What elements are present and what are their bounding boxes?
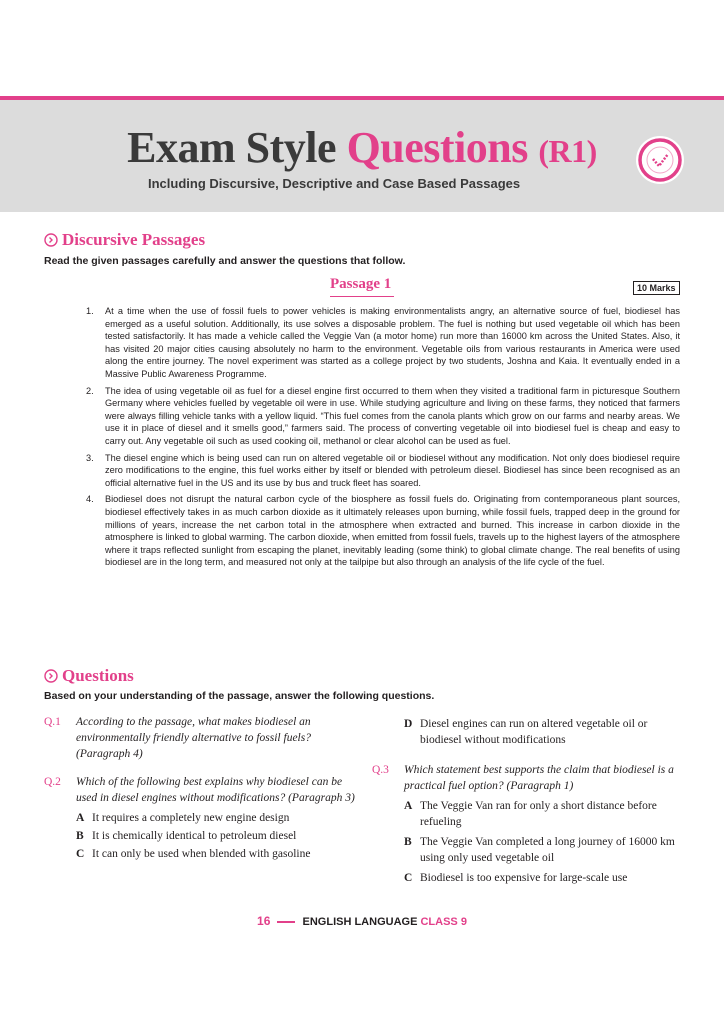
- passage-paragraph: [86, 385, 680, 448]
- option-b: [76, 828, 356, 844]
- question-2: [44, 774, 356, 862]
- question-text: Which statement best supports the claim that biodiesel is a practical fuel option? (Paragraph 1): [404, 764, 674, 792]
- chevron-circle-icon: [44, 669, 58, 683]
- option-text: It requires a completely new engine design: [92, 812, 290, 824]
- page-title: [0, 122, 724, 173]
- option-letter: A: [404, 800, 413, 812]
- questions-left-column: [44, 714, 356, 872]
- footer-class: CLASS 9: [420, 916, 467, 928]
- option-letter: A: [76, 812, 85, 824]
- question-2-continued: [372, 716, 682, 748]
- option-text: Diesel engines can run on altered vegetable oil or biodiesel without modifications: [420, 718, 648, 746]
- option-text: It is chemically identical to petroleum diesel: [92, 830, 297, 842]
- discursive-heading-text: Discursive Passages: [62, 230, 206, 249]
- option-b: [404, 834, 682, 866]
- paragraph-text: Biodiesel does not disrupt the natural carbon cycle of the biosphere as fossil fuels do. Originating from contemporaneous plant sources, biodiesel effectively takes in as much carbon dioxide as it ultimately releases upon burning, while fossil fuels, trapped deep in the ground for millions of years, increase the net carbon total in the atmosphere when extracted and burned. This increase in carbon dioxide in the atmosphere is linked to global warming. The carbon dioxide, when emitted from fossil fuels, travels up to the highest layers of the atmosphere where it traps reflected sunlight from escaping the planet, inevitably leading (some think) to global climate change. The real benefits of using biodiesel are in the long term, and measured not only at the tailpipe but also through an analysis of the life cycle of the fuel.: [105, 494, 680, 568]
- title-part-1: Exam Style: [127, 123, 337, 172]
- option-a: [76, 810, 356, 826]
- footer-subject: ENGLISH LANGUAGE: [302, 916, 418, 928]
- header-banner: [0, 100, 724, 212]
- question-text: According to the passage, what makes biodiesel an environmentally friendly alternative to fossil fuels? (Paragraph 4): [76, 716, 311, 760]
- option-letter: C: [404, 872, 413, 884]
- chevron-circle-icon: [44, 233, 58, 247]
- paragraph-number: 4.: [86, 494, 94, 505]
- option-c: [76, 846, 356, 862]
- paragraph-text: The idea of using vegetable oil as fuel for a diesel engine first occurred to them when they visited a traditional farm in picturesque Southern Germany where vehicles fuelled by vegetable oil were in use. While studying agriculture and living on these farms, they noticed that farmers were always filling vehicle tanks with a yellow liquid. “This fuel comes from the canola plants which grow on our farms and nearby areas. We use it in place of diesel and it smells good,” farmers said. The process of converting vegetable oil into biodiesel fuel is cheap and easy to carry out. Any vegetable oil such as used cooking oil, methanol or clear alcohol can be used as fuel.: [105, 385, 680, 446]
- question-1: [44, 714, 356, 762]
- paragraph-number: 2.: [86, 385, 94, 396]
- paragraph-number: 3.: [86, 452, 94, 463]
- option-letter: B: [404, 836, 412, 848]
- option-letter: C: [76, 848, 85, 860]
- question-number: Q.2: [44, 776, 61, 788]
- option-d: [404, 716, 682, 748]
- marks-box: 10 Marks: [633, 281, 680, 295]
- option-c: [404, 870, 682, 886]
- option-text: The Veggie Van completed a long journey of 16000 km using only used vegetable oil: [420, 836, 675, 864]
- questions-heading: [44, 666, 134, 686]
- passage-paragraph: [86, 493, 680, 569]
- questions-heading-text: Questions: [62, 666, 134, 685]
- title-part-3: (R1): [538, 133, 597, 169]
- page-subtitle: Including Discursive, Descriptive and Case Based Passages: [148, 176, 521, 191]
- page-number: 16: [257, 914, 271, 928]
- question-text: Which of the following best explains why biodiesel can be used in diesel engines without modifications? (Paragraph 3): [76, 776, 355, 804]
- question-3: [372, 756, 682, 886]
- check-circle-icon: [635, 135, 685, 185]
- paragraph-number: 1.: [86, 306, 94, 316]
- passage-paragraph: [86, 305, 680, 381]
- discursive-heading: [44, 230, 205, 250]
- question-number: Q.1: [44, 716, 61, 728]
- option-text: Biodiesel is too expensive for large-scale use: [420, 872, 628, 884]
- passage-paragraph: [86, 452, 680, 490]
- question-number: Q.3: [372, 764, 389, 776]
- questions-right-column: [372, 714, 682, 896]
- passage-paragraphs: [86, 305, 680, 573]
- option-letter: D: [404, 718, 413, 730]
- page-footer: [0, 914, 724, 928]
- option-a: [404, 798, 682, 830]
- title-part-2: Questions: [346, 123, 528, 172]
- paragraph-text: The diesel engine which is being used can run on altered vegetable oil or biodiesel without any modification. Not only does biodiesel require zero modifications to the engine, this fuel works either by itself or blended with petroleum diesel. Biodiesel has since been recognised as an official alternative fuel in the US and its use by bus and truck fleet has soared.: [105, 452, 680, 488]
- passage-title: Passage 1: [330, 276, 392, 292]
- option-letter: B: [76, 830, 84, 842]
- questions-instruction: Based on your understanding of the passage, answer the following questions.: [44, 690, 435, 702]
- discursive-instruction: Read the given passages carefully and answer the questions that follow.: [44, 255, 406, 267]
- footer-dash: [277, 921, 295, 923]
- passage-title-underline: [330, 296, 394, 297]
- option-text: It can only be used when blended with gasoline: [92, 848, 311, 860]
- option-text: The Veggie Van ran for only a short distance before refueling: [420, 800, 657, 828]
- paragraph-text: At a time when the use of fossil fuels to power vehicles is making environmentalists angry, an alternative source of fuel, biodiesel has emerged as a useful solution. Additionally, its use solves a disposable problem. The fuel is nothing but used vegetable oil which has been tested satisfactorily. It has made a vehicle called the Veggie Van (a motor home) run more than 16000 km across the United States. Also, it has visited 20 major cities causing absolutely no harm to the environment. Vegetable oils from various restaurants in America were used along the entire journey. The novel experiment was started as a college project by two students, Joshna and Kaia. It eventually ended in a Massive Public Awareness Programme.: [105, 306, 680, 379]
